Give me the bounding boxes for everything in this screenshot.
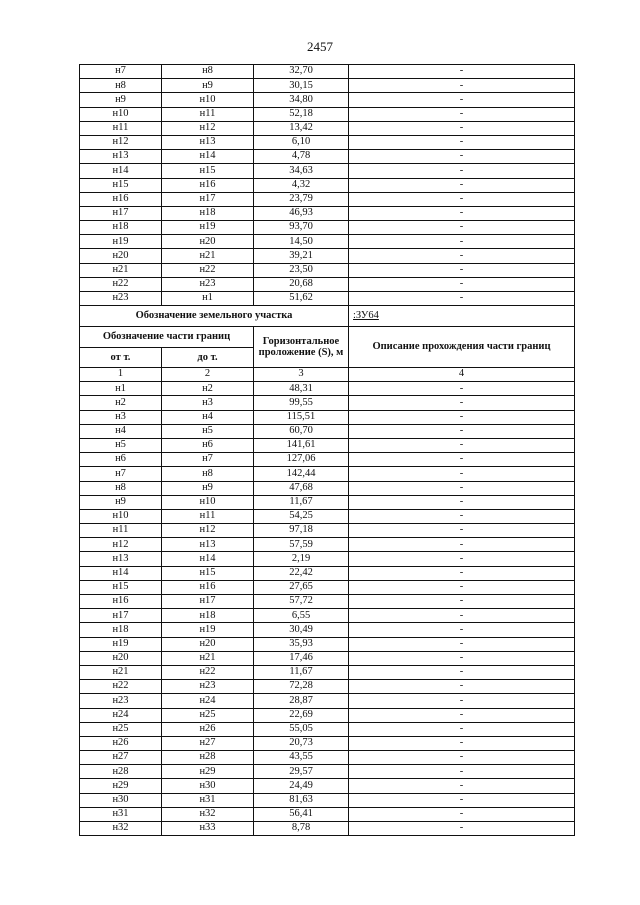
length-cell: 6,10 — [254, 135, 349, 149]
point-from-cell: н8 — [80, 481, 162, 495]
point-from-cell: н24 — [80, 708, 162, 722]
table-row — [80, 396, 575, 410]
description-cell: - — [349, 708, 575, 722]
description-cell: - — [349, 509, 575, 523]
length-cell: 48,31 — [254, 382, 349, 396]
table-row — [80, 192, 575, 206]
length-cell: 142,44 — [254, 467, 349, 481]
point-to-cell: н6 — [162, 438, 254, 452]
point-to-cell: н32 — [162, 807, 254, 821]
length-cell: 8,78 — [254, 822, 349, 836]
description-cell: - — [349, 192, 575, 206]
description-cell: - — [349, 779, 575, 793]
point-to-cell: н12 — [162, 121, 254, 135]
description-cell: - — [349, 410, 575, 424]
length-cell: 20,68 — [254, 277, 349, 291]
point-from-cell: н28 — [80, 765, 162, 779]
table-row — [80, 382, 575, 396]
description-cell: - — [349, 609, 575, 623]
length-cell: 27,65 — [254, 580, 349, 594]
point-to-cell: н8 — [162, 65, 254, 79]
description-cell: - — [349, 206, 575, 220]
point-to-cell: н11 — [162, 509, 254, 523]
point-to-cell: н13 — [162, 538, 254, 552]
table-row — [80, 65, 575, 79]
boundary-table — [79, 64, 575, 836]
point-to-cell: н14 — [162, 552, 254, 566]
length-cell: 60,70 — [254, 424, 349, 438]
table-row — [80, 135, 575, 149]
length-cell: 81,63 — [254, 793, 349, 807]
point-from-cell: н16 — [80, 595, 162, 609]
point-to-cell: н15 — [162, 164, 254, 178]
description-cell: - — [349, 164, 575, 178]
table-row — [80, 779, 575, 793]
length-cell: 22,42 — [254, 566, 349, 580]
description-cell: - — [349, 467, 575, 481]
point-to-cell: н13 — [162, 135, 254, 149]
point-from-cell: н13 — [80, 150, 162, 164]
length-cell: 30,49 — [254, 623, 349, 637]
point-from-cell: н22 — [80, 277, 162, 291]
point-from-cell: н32 — [80, 822, 162, 836]
point-to-cell: н30 — [162, 779, 254, 793]
point-to-cell: н23 — [162, 277, 254, 291]
parcel-header — [80, 306, 575, 382]
length-cell: 17,46 — [254, 651, 349, 665]
header-row — [80, 327, 575, 348]
description-cell: - — [349, 424, 575, 438]
table-row — [80, 708, 575, 722]
point-to-cell: н22 — [162, 263, 254, 277]
point-to-cell: н28 — [162, 751, 254, 765]
point-from-cell: н8 — [80, 79, 162, 93]
length-cell: 11,67 — [254, 665, 349, 679]
length-cell: 23,79 — [254, 192, 349, 206]
point-from-cell: н31 — [80, 807, 162, 821]
point-from-cell: н3 — [80, 410, 162, 424]
length-cell: 24,49 — [254, 779, 349, 793]
table-row — [80, 164, 575, 178]
description-cell: - — [349, 249, 575, 263]
point-to-cell: н27 — [162, 736, 254, 750]
length-cell: 2,19 — [254, 552, 349, 566]
length-cell: 93,70 — [254, 221, 349, 235]
description-cell: - — [349, 665, 575, 679]
point-from-cell: н19 — [80, 235, 162, 249]
length-cell: 39,21 — [254, 249, 349, 263]
description-cell: - — [349, 538, 575, 552]
length-cell: 20,73 — [254, 736, 349, 750]
point-to-cell: н25 — [162, 708, 254, 722]
description-cell: - — [349, 382, 575, 396]
point-from-cell: н7 — [80, 467, 162, 481]
point-to-cell: н12 — [162, 524, 254, 538]
point-from-cell: н11 — [80, 121, 162, 135]
description-cell: - — [349, 396, 575, 410]
point-from-cell: н20 — [80, 249, 162, 263]
description-cell: - — [349, 807, 575, 821]
table-row — [80, 438, 575, 452]
length-cell: 52,18 — [254, 107, 349, 121]
description-cell: - — [349, 107, 575, 121]
length-cell: 99,55 — [254, 396, 349, 410]
point-from-cell: н20 — [80, 651, 162, 665]
length-cell: 11,67 — [254, 495, 349, 509]
table-row — [80, 263, 575, 277]
point-to-cell: н31 — [162, 793, 254, 807]
point-from-cell: н25 — [80, 722, 162, 736]
table-row — [80, 793, 575, 807]
description-cell: - — [349, 495, 575, 509]
table-row — [80, 178, 575, 192]
point-from-cell: н6 — [80, 453, 162, 467]
point-to-cell: н26 — [162, 722, 254, 736]
description-cell: - — [349, 751, 575, 765]
description-cell: - — [349, 595, 575, 609]
table-row — [80, 751, 575, 765]
column-number-2: 2 — [162, 368, 254, 382]
description-cell: - — [349, 150, 575, 164]
point-from-cell: н26 — [80, 736, 162, 750]
description-cell: - — [349, 65, 575, 79]
point-from-cell: н21 — [80, 263, 162, 277]
point-to-cell: н19 — [162, 623, 254, 637]
table-row — [80, 467, 575, 481]
description-cell: - — [349, 822, 575, 836]
length-cell: 22,69 — [254, 708, 349, 722]
parcel-label: Обозначение земельного участка — [80, 306, 349, 327]
length-cell: 51,62 — [254, 292, 349, 306]
point-to-cell: н14 — [162, 150, 254, 164]
table-row — [80, 609, 575, 623]
table-row — [80, 79, 575, 93]
parcel-row — [80, 306, 575, 327]
length-cell: 55,05 — [254, 722, 349, 736]
description-cell: - — [349, 453, 575, 467]
description-cell: - — [349, 277, 575, 291]
point-from-cell: н1 — [80, 382, 162, 396]
description-cell: - — [349, 566, 575, 580]
page-number: 2457 — [307, 39, 333, 54]
header-description: Описание прохождения части границ — [349, 327, 575, 368]
point-to-cell: н22 — [162, 665, 254, 679]
point-from-cell: н14 — [80, 164, 162, 178]
column-number-row — [80, 368, 575, 382]
length-cell: 46,93 — [254, 206, 349, 220]
description-cell: - — [349, 481, 575, 495]
length-cell: 56,41 — [254, 807, 349, 821]
point-to-cell: н17 — [162, 192, 254, 206]
point-to-cell: н29 — [162, 765, 254, 779]
table-row — [80, 680, 575, 694]
description-cell: - — [349, 722, 575, 736]
table-row — [80, 524, 575, 538]
table-row — [80, 453, 575, 467]
description-cell: - — [349, 79, 575, 93]
point-to-cell: н21 — [162, 249, 254, 263]
table-row — [80, 495, 575, 509]
point-to-cell: н18 — [162, 206, 254, 220]
point-to-cell: н20 — [162, 235, 254, 249]
length-cell: 57,72 — [254, 595, 349, 609]
length-cell: 47,68 — [254, 481, 349, 495]
description-cell: - — [349, 793, 575, 807]
length-cell: 141,61 — [254, 438, 349, 452]
length-cell: 34,63 — [254, 164, 349, 178]
table-row — [80, 481, 575, 495]
table-row — [80, 235, 575, 249]
length-cell: 34,80 — [254, 93, 349, 107]
point-to-cell: н19 — [162, 221, 254, 235]
table-row — [80, 150, 575, 164]
point-from-cell: н15 — [80, 178, 162, 192]
header-length: Горизонтальное проложение (S), м — [254, 327, 349, 368]
table-row — [80, 736, 575, 750]
description-cell: - — [349, 93, 575, 107]
point-from-cell: н2 — [80, 396, 162, 410]
point-from-cell: н17 — [80, 609, 162, 623]
description-cell: - — [349, 552, 575, 566]
point-from-cell: н9 — [80, 495, 162, 509]
table-row — [80, 277, 575, 291]
length-cell: 72,28 — [254, 680, 349, 694]
point-from-cell: н23 — [80, 292, 162, 306]
length-cell: 54,25 — [254, 509, 349, 523]
table-row — [80, 722, 575, 736]
length-cell: 29,57 — [254, 765, 349, 779]
column-number-4: 4 — [349, 368, 575, 382]
table-row — [80, 694, 575, 708]
length-cell: 57,59 — [254, 538, 349, 552]
header-to: до т. — [162, 348, 254, 368]
point-from-cell: н10 — [80, 509, 162, 523]
table-row — [80, 765, 575, 779]
description-cell: - — [349, 651, 575, 665]
table-row — [80, 249, 575, 263]
length-cell: 97,18 — [254, 524, 349, 538]
point-to-cell: н15 — [162, 566, 254, 580]
table-row — [80, 424, 575, 438]
point-to-cell: н16 — [162, 580, 254, 594]
point-from-cell: н4 — [80, 424, 162, 438]
description-cell: - — [349, 680, 575, 694]
description-cell: - — [349, 221, 575, 235]
table-row — [80, 538, 575, 552]
table-row — [80, 595, 575, 609]
table-row — [80, 410, 575, 424]
table-row — [80, 665, 575, 679]
point-to-cell: н24 — [162, 694, 254, 708]
point-from-cell: н29 — [80, 779, 162, 793]
point-to-cell: н9 — [162, 79, 254, 93]
point-from-cell: н12 — [80, 538, 162, 552]
table-row — [80, 552, 575, 566]
table-row — [80, 580, 575, 594]
description-cell: - — [349, 438, 575, 452]
table-row — [80, 637, 575, 651]
point-to-cell: н2 — [162, 382, 254, 396]
description-cell: - — [349, 263, 575, 277]
description-cell: - — [349, 694, 575, 708]
description-cell: - — [349, 765, 575, 779]
length-cell: 4,32 — [254, 178, 349, 192]
table-row — [80, 221, 575, 235]
description-cell: - — [349, 135, 575, 149]
point-from-cell: н27 — [80, 751, 162, 765]
point-from-cell: н10 — [80, 107, 162, 121]
table-row — [80, 107, 575, 121]
description-cell: - — [349, 736, 575, 750]
length-cell: 32,70 — [254, 65, 349, 79]
table-row — [80, 566, 575, 580]
point-from-cell: н11 — [80, 524, 162, 538]
point-from-cell: н5 — [80, 438, 162, 452]
point-to-cell: н4 — [162, 410, 254, 424]
point-from-cell: н30 — [80, 793, 162, 807]
parcel-id-text: :ЗУ64 — [353, 309, 379, 321]
point-to-cell: н33 — [162, 822, 254, 836]
point-to-cell: н8 — [162, 467, 254, 481]
description-cell: - — [349, 235, 575, 249]
length-cell: 115,51 — [254, 410, 349, 424]
point-from-cell: н18 — [80, 221, 162, 235]
length-cell: 28,87 — [254, 694, 349, 708]
point-to-cell: н5 — [162, 424, 254, 438]
point-to-cell: н20 — [162, 637, 254, 651]
point-from-cell: н21 — [80, 665, 162, 679]
point-from-cell: н16 — [80, 192, 162, 206]
table-row — [80, 206, 575, 220]
table-row — [80, 121, 575, 135]
description-cell: - — [349, 292, 575, 306]
point-to-cell: н21 — [162, 651, 254, 665]
point-from-cell: н23 — [80, 694, 162, 708]
description-cell: - — [349, 121, 575, 135]
point-from-cell: н12 — [80, 135, 162, 149]
table-row — [80, 651, 575, 665]
point-to-cell: н18 — [162, 609, 254, 623]
point-from-cell: н15 — [80, 580, 162, 594]
point-from-cell: н9 — [80, 93, 162, 107]
rows-before — [80, 65, 575, 306]
header-parts: Обозначение части границ — [80, 327, 254, 348]
point-to-cell: н23 — [162, 680, 254, 694]
point-from-cell: н19 — [80, 637, 162, 651]
description-cell: - — [349, 623, 575, 637]
description-cell: - — [349, 524, 575, 538]
point-from-cell: н18 — [80, 623, 162, 637]
column-number-1: 1 — [80, 368, 162, 382]
description-cell: - — [349, 637, 575, 651]
length-cell: 43,55 — [254, 751, 349, 765]
table-row — [80, 509, 575, 523]
point-to-cell: н1 — [162, 292, 254, 306]
table-row — [80, 807, 575, 821]
table-row — [80, 93, 575, 107]
point-to-cell: н10 — [162, 93, 254, 107]
table-row — [80, 822, 575, 836]
length-cell: 13,42 — [254, 121, 349, 135]
description-cell: - — [349, 178, 575, 192]
point-to-cell: н11 — [162, 107, 254, 121]
point-from-cell: н22 — [80, 680, 162, 694]
point-from-cell: н14 — [80, 566, 162, 580]
point-to-cell: н9 — [162, 481, 254, 495]
point-from-cell: н7 — [80, 65, 162, 79]
table-row — [80, 292, 575, 306]
parcel-id — [349, 306, 575, 327]
table-row — [80, 623, 575, 637]
point-to-cell: н7 — [162, 453, 254, 467]
length-cell: 35,93 — [254, 637, 349, 651]
column-number-3: 3 — [254, 368, 349, 382]
length-cell: 30,15 — [254, 79, 349, 93]
point-to-cell: н3 — [162, 396, 254, 410]
length-cell: 23,50 — [254, 263, 349, 277]
length-cell: 6,55 — [254, 609, 349, 623]
point-to-cell: н16 — [162, 178, 254, 192]
point-from-cell: н13 — [80, 552, 162, 566]
length-cell: 4,78 — [254, 150, 349, 164]
header-from: от т. — [80, 348, 162, 368]
length-cell: 127,06 — [254, 453, 349, 467]
point-from-cell: н17 — [80, 206, 162, 220]
point-to-cell: н10 — [162, 495, 254, 509]
length-cell: 14,50 — [254, 235, 349, 249]
point-to-cell: н17 — [162, 595, 254, 609]
description-cell: - — [349, 580, 575, 594]
rows-after — [80, 382, 575, 836]
